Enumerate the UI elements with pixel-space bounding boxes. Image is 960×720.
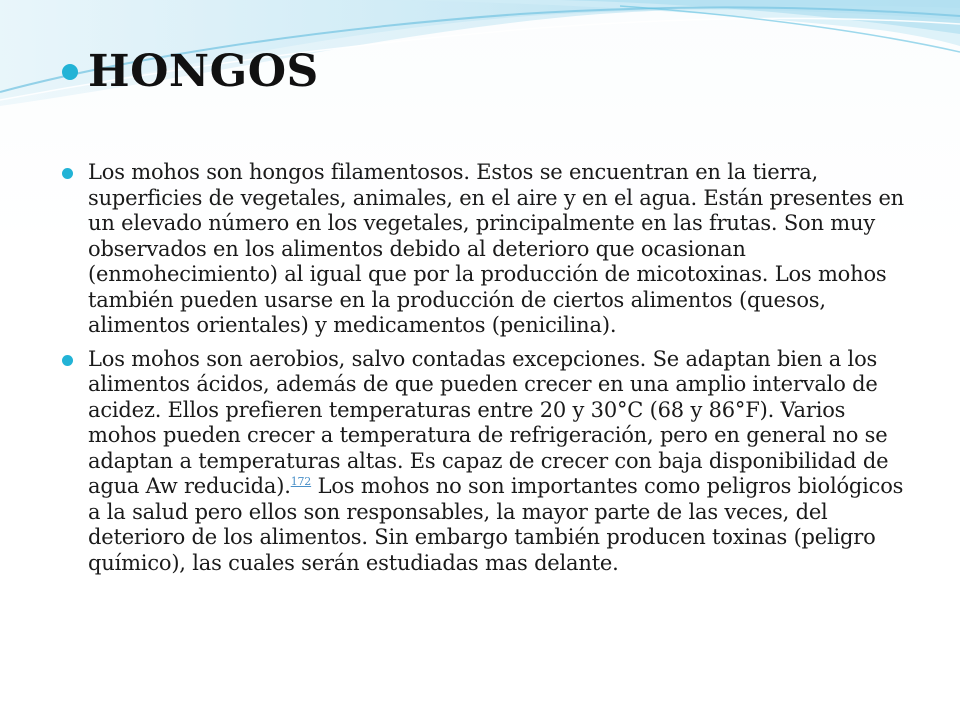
bullet-item [62,160,912,339]
slide-title: HONGOS [88,46,319,97]
bullet-icon [62,355,73,366]
title-bullet-icon [62,64,78,80]
bullet-icon [62,168,73,179]
reference-link-172[interactable]: 172 [290,475,312,488]
paragraph-2-text-before-ref: Los mohos son aerobios, salvo contadas excepciones. Se adaptan bien a los alimentos ácidos, además de que pueden crecer en una amplio intervalo de acidez. Ellos prefieren temperaturas entre 20 y 30°C (68 y 86°F). Varios mohos pueden crecer a temperatura de refrigeración, pero en general no se adaptan a temperaturas altas. Es capaz de crecer con baja disponibilidad de agua Aw reducida). [88,346,889,498]
slide-body [62,160,912,584]
bullet-item [62,347,912,577]
title-row [62,46,319,97]
paragraph-1: Los mohos son hongos filamentosos. Estos se encuentran en la tierra, superficies de vegetales, animales, en el aire y en el agua. Están presentes en un elevado número en los vegetales, principalmente en las frutas. Son muy observados en los alimentos debido al deterioro que ocasionan (enmohecimiento) al igual que por la producción de micotoxinas. Los mohos también pueden usarse en la producción de ciertos alimentos (quesos, alimentos orientales) y medicamentos (penicilina). [88,160,905,337]
paragraph-2 [88,347,912,577]
paragraph-2-text-after-ref: Los mohos no son importantes como peligros biológicos a la salud pero ellos son responsables, la mayor parte de las veces, del deterioro de los alimentos. Sin embargo también producen toxinas (peligro químico), las cuales serán estudiadas mas delante. [88,474,904,575]
